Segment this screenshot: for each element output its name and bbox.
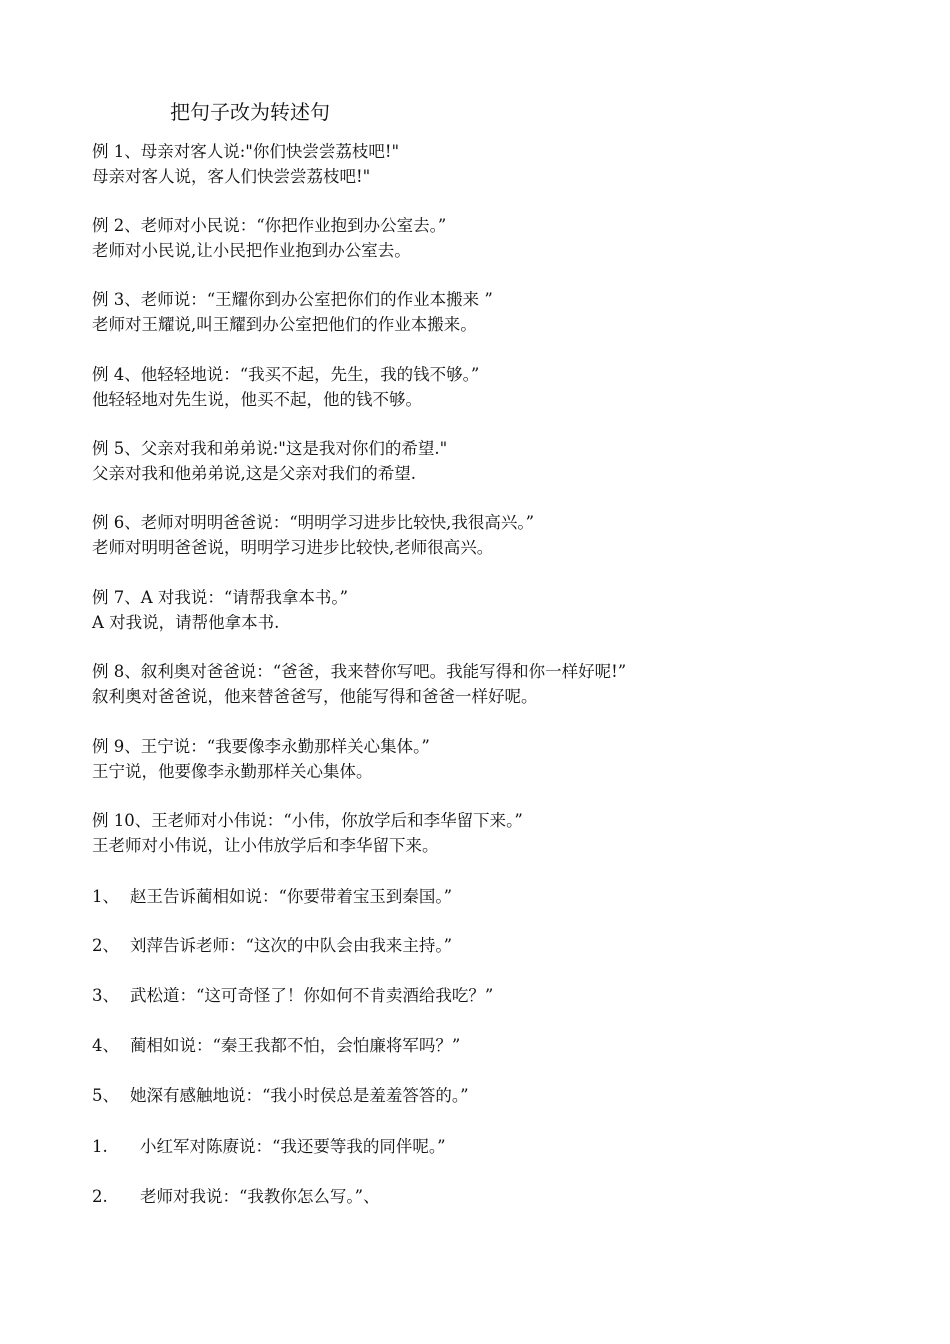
exercise-item: [92, 886, 452, 908]
example-1-sentence: 例 1、母亲对客人说:"你们快尝尝荔枝吧!": [92, 142, 400, 161]
example-10-sentence: 例 10、王老师对小伟说：“小伟，你放学后和李华留下来。”: [92, 811, 523, 830]
exercise-text: 赵王告诉蔺相如说：“你要带着宝玉到秦国。”: [130, 887, 453, 906]
exercise-text: 武松道：“这可奇怪了！你如何不肯卖酒给我吃？”: [130, 986, 494, 1005]
example-4-sentence: 例 4、他轻轻地说：“我买不起，先生，我的钱不够。”: [92, 365, 480, 384]
exercise-item: [92, 935, 452, 957]
exercise2-number: 1.: [92, 1137, 108, 1156]
example-10-answer: 王老师对小伟说，让小伟放学后和李华留下来。: [92, 836, 439, 855]
exercise-item: [92, 1085, 469, 1107]
exercise2-text: 小红军对陈赓说：“我还要等我的同伴呢。”: [140, 1137, 446, 1156]
example-6-answer: 老师对明明爸爸说，明明学习进步比较快,老师很高兴。: [92, 538, 494, 557]
example-7-sentence: 例 7、A 对我说：“请帮我拿本书。”: [92, 588, 349, 607]
exercise-number: 2、: [92, 936, 119, 955]
exercise-item: [92, 985, 493, 1007]
exercise-number: 1、: [92, 887, 119, 906]
exercise2-number: 2.: [92, 1187, 108, 1206]
example-9-sentence: 例 9、王宁说：“我要像李永勤那样关心集体。”: [92, 737, 430, 756]
example-3-answer: 老师对王耀说,叫王耀到办公室把他们的作业本搬来。: [92, 315, 477, 334]
example-8-answer: 叙利奥对爸爸说，他来替爸爸写，他能写得和爸爸一样好呢。: [92, 687, 538, 706]
example-8-sentence: 例 8、叙利奥对爸爸说：“爸爸，我来替你写吧。我能写得和你一样好呢!”: [92, 662, 627, 681]
exercise2-item: [92, 1186, 380, 1208]
page-title: 把句子改为转述句: [170, 100, 330, 124]
exercise-text: 蔺相如说：“秦王我都不怕，会怕廉将军吗？”: [130, 1036, 461, 1055]
example-1-answer: 母亲对客人说，客人们快尝尝荔枝吧!": [92, 167, 371, 186]
example-7-answer: A 对我说，请帮他拿本书.: [92, 613, 280, 632]
exercise2-text: 老师对我说：“我教你怎么写。”、: [140, 1187, 380, 1206]
example-5-sentence: 例 5、父亲对我和弟弟说:"这是我对你们的希望.": [92, 439, 448, 458]
example-4-answer: 他轻轻地对先生说，他买不起，他的钱不够。: [92, 390, 422, 409]
example-9-answer: 王宁说，他要像李永勤那样关心集体。: [92, 762, 373, 781]
example-6-sentence: 例 6、老师对明明爸爸说：“明明学习进步比较快,我很高兴。”: [92, 513, 535, 532]
exercise-number: 5、: [92, 1086, 119, 1105]
exercise-number: 4、: [92, 1036, 119, 1055]
example-5-answer: 父亲对我和他弟弟说,这是父亲对我们的希望.: [92, 464, 416, 483]
exercise-text: 刘萍告诉老师：“这次的中队会由我来主持。”: [130, 936, 453, 955]
exercise-item: [92, 1035, 460, 1057]
example-3-sentence: 例 3、老师说：“王耀你到办公室把你们的作业本搬来 ”: [92, 290, 493, 309]
exercise2-item: [92, 1136, 446, 1158]
example-2-sentence: 例 2、老师对小民说：“你把作业抱到办公室去。”: [92, 216, 447, 235]
exercise-number: 3、: [92, 986, 119, 1005]
exercise-text: 她深有感触地说：“我小时侯总是羞羞答答的。”: [130, 1086, 469, 1105]
example-2-answer: 老师对小民说,让小民把作业抱到办公室去。: [92, 241, 411, 260]
